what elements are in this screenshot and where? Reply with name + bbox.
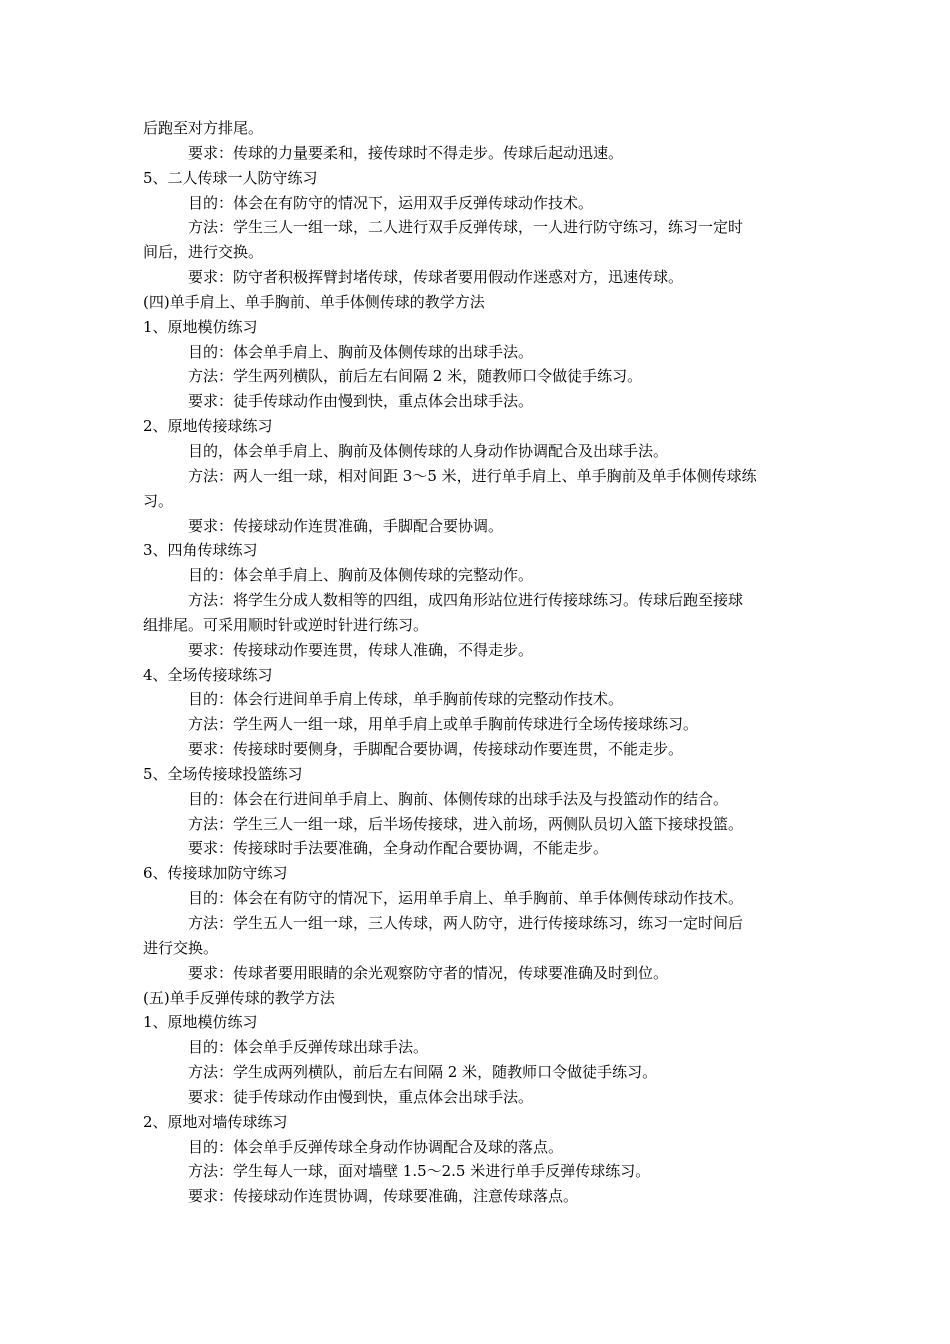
paragraph-line: 要求：传球的力量要柔和，接传球时不得走步。传球后起动迅速。	[188, 143, 624, 162]
paragraph-line: 目的：体会单手肩上、胸前及体侧传球的完整动作。	[188, 566, 534, 585]
paragraph-line: 方法：两人一组一球，相对间距 3～5 米，进行单手肩上、单手胸前及单手体侧传球练	[188, 466, 757, 485]
paragraph-line: 目的：体会行进间单手肩上传球，单手胸前传球的完整动作技术。	[188, 690, 624, 709]
heading-line: 3、四角传球练习	[143, 541, 258, 560]
paragraph-line: 方法：学生两列横队，前后左右间隔 2 米，随教师口令做徒手练习。	[188, 367, 643, 386]
heading-line: 5、全场传接球投篮练习	[143, 764, 303, 783]
paragraph-line: 方法：学生五人一组一球，三人传球，两人防守，进行传接球练习，练习一定时间后	[188, 914, 744, 932]
heading-line: 间后，进行交换。	[143, 243, 264, 262]
paragraph-line: 要求：徒手传球动作由慢到快，重点体会出球手法。	[188, 1087, 534, 1106]
paragraph-line: 要求：传接球时要侧身，手脚配合要协调，传接球动作要连贯，不能走步。	[188, 740, 684, 759]
paragraph-line: 要求：传接球动作连贯协调，传球要准确，注意传球落点。	[188, 1187, 579, 1206]
heading-line: 后跑至对方排尾。	[143, 119, 264, 137]
heading-line: 1、原地模仿练习	[143, 317, 258, 336]
paragraph-line: 要求：传接球动作连贯准确，手脚配合要协调。	[188, 516, 504, 535]
heading-line: (四)单手肩上、单手胸前、单手体侧传球的教学方法	[143, 292, 485, 311]
paragraph-line: 要求：徒手传球动作由慢到快，重点体会出球手法。	[188, 392, 534, 411]
heading-line: (五)单手反弹传球的教学方法	[143, 988, 335, 1007]
paragraph-line: 方法：学生三人一组一球，二人进行双手反弹传球，一人进行防守练习，练习一定时	[188, 218, 744, 237]
heading-line: 2、原地对墙传球练习	[143, 1112, 288, 1131]
heading-line: 4、全场传接球练习	[143, 665, 273, 684]
paragraph-line: 目的：体会单手反弹传球出球手法。	[188, 1038, 429, 1057]
heading-line: 1、原地模仿练习	[143, 1013, 258, 1032]
paragraph-line: 目的：体会在有防守的情况下，运用双手反弹传球动作技术。	[188, 193, 594, 212]
paragraph-line: 要求：传接球时手法要准确，全身动作配合要协调，不能走步。	[188, 839, 609, 858]
heading-line: 6、传接球加防守练习	[143, 864, 288, 883]
heading-line: 2、原地传接球练习	[143, 417, 273, 436]
paragraph-line: 方法：将学生分成人数相等的四组，成四角形站位进行传接球练习。传球后跑至接球	[188, 591, 744, 610]
document-body	[143, 116, 813, 1209]
heading-line: 习。	[143, 491, 174, 510]
paragraph-line: 目的：体会单手反弹传球全身动作协调配合及球的落点。	[188, 1137, 564, 1156]
paragraph-line: 目的，体会单手肩上、胸前及体侧传球的人身动作协调配合及出球手法。	[188, 441, 669, 460]
paragraph-line: 方法：学生每人一球，面对墙壁 1.5～2.5 米进行单手反弹传球练习。	[188, 1162, 651, 1181]
heading-line: 组排尾。可采用顺时针或逆时针进行练习。	[143, 615, 429, 634]
paragraph-line: 目的：体会在有防守的情况下，运用单手肩上、单手胸前、单手体侧传球动作技术。	[188, 889, 744, 908]
paragraph-line: 要求：传接球动作要连贯，传球人准确，不得走步。	[188, 640, 534, 659]
heading-line: 5、二人传球一人防守练习	[143, 168, 318, 187]
paragraph-line: 方法：学生成两列横队，前后左右间隔 2 米，随教师口令做徒手练习。	[188, 1063, 658, 1082]
paragraph-line: 要求：传球者要用眼睛的余光观察防守者的情况，传球要准确及时到位。	[188, 963, 669, 982]
paragraph-line: 方法：学生三人一组一球，后半场传接球，进入前场，两侧队员切入篮下接球投篮。	[188, 814, 744, 833]
heading-line: 进行交换。	[143, 938, 219, 957]
paragraph-line: 目的：体会在行进间单手肩上、胸前、体侧传球的出球手法及与投篮动作的结合。	[188, 789, 729, 808]
paragraph-line: 要求：防守者积极挥臂封堵传球，传球者要用假动作迷惑对方，迅速传球。	[188, 268, 684, 287]
paragraph-line: 目的：体会单手肩上、胸前及体侧传球的出球手法。	[188, 342, 534, 361]
paragraph-line: 方法：学生两人一组一球，用单手肩上或单手胸前传球进行全场传接球练习。	[188, 715, 699, 734]
